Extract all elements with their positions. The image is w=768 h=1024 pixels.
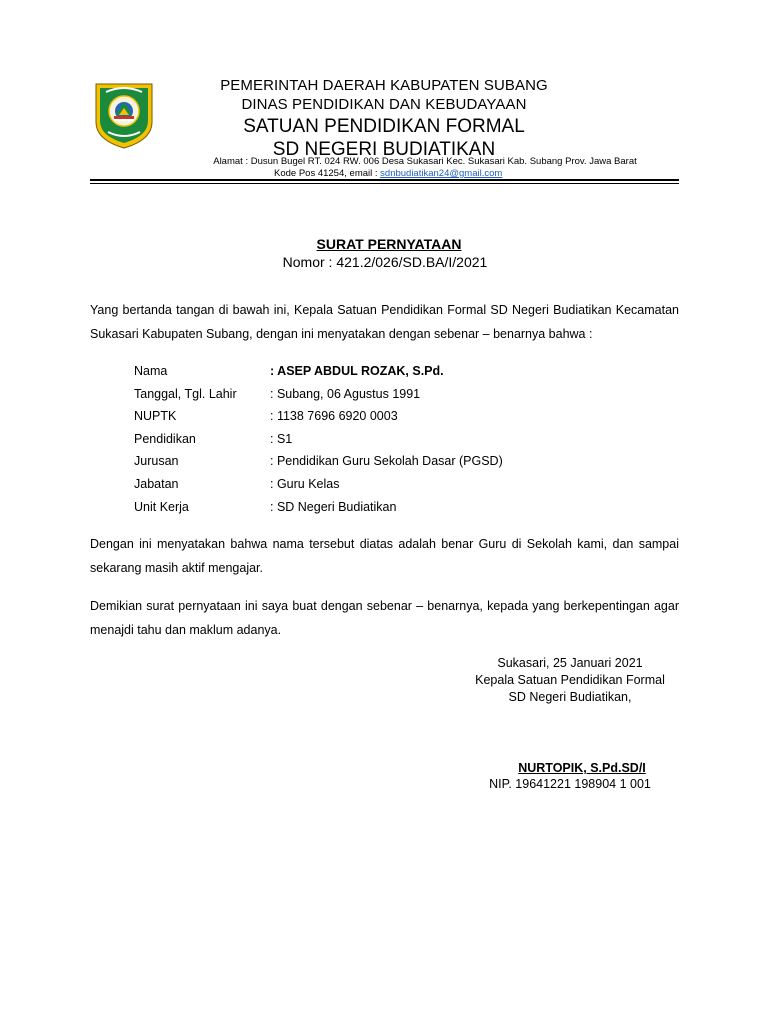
detail-label: Nama — [134, 364, 168, 378]
address-line: Alamat : Dusun Bugel RT. 024 RW. 006 Desa Sukasari Kec. Sukasari Kab. Subang Prov. Jawa Barat — [213, 156, 637, 167]
school-name: SD NEGERI BUDIATIKAN — [272, 139, 496, 160]
place-date: Sukasari, 25 Januari 2021 — [497, 656, 643, 670]
detail-label: NUPTK — [134, 409, 177, 424]
regency-logo-icon — [92, 78, 156, 150]
unit-type: SATUAN PENDIDIKAN FORMAL — [243, 116, 525, 137]
detail-label: Tanggal, Tgl. Lahir — [134, 386, 237, 401]
detail-row — [134, 383, 503, 406]
signer-school: SD Negeri Budiatikan, — [508, 690, 632, 704]
signer-identity — [460, 760, 680, 792]
letterhead-divider-thin — [90, 183, 679, 184]
statement-paragraph: Dengan ini menyatakan bahwa nama tersebut diatas adalah benar Guru di Sekolah kami, dan sampai sekarang masih aktif mengajar. — [90, 537, 679, 575]
detail-value: : Pendidikan Guru Sekolah Dasar (PGSD) — [270, 454, 503, 469]
detail-label: Pendidikan — [134, 431, 196, 446]
signer-position: Kepala Satuan Pendidikan Formal — [475, 673, 665, 687]
postal-code: Kode Pos 41254, email : — [274, 168, 381, 179]
detail-value: : Guru Kelas — [270, 476, 340, 491]
detail-value: : 1138 7696 6920 0003 — [270, 409, 398, 424]
department-name: DINAS PENDIDIKAN DAN KEBUDAYAAN — [241, 96, 527, 113]
signer-nip: NIP. 19641221 198904 1 001 — [489, 777, 651, 791]
detail-row — [134, 428, 503, 451]
government-name: PEMERINTAH DAERAH KABUPATEN SUBANG — [220, 77, 548, 94]
detail-value: : ASEP ABDUL ROZAK, S.Pd. — [270, 364, 444, 378]
letterhead-divider-thick — [90, 179, 679, 181]
detail-row — [134, 360, 503, 383]
detail-value: : SD Negeri Budiatikan — [270, 499, 397, 514]
detail-row — [134, 473, 503, 496]
email-link[interactable]: sdnbudiatikan24@gmail.com — [380, 168, 503, 179]
intro-paragraph: Yang bertanda tangan di bawah ini, Kepala Satuan Pendidikan Formal SD Negeri Budiatikan Kecamatan Sukasari Kabupaten Subang, dengan ini menyatakan dengan sebenar – benarnya bahwa : — [90, 303, 679, 341]
detail-row — [134, 450, 503, 473]
letter-heading: SURAT PERNYATAAN — [316, 236, 462, 252]
detail-label: Jurusan — [134, 454, 179, 469]
teacher-details — [134, 360, 503, 518]
detail-row — [134, 405, 503, 428]
detail-value: : S1 — [270, 431, 293, 446]
detail-row — [134, 496, 503, 519]
school-address — [150, 156, 646, 180]
signer-name: NURTOPIK, S.Pd.SD/I — [518, 761, 646, 775]
detail-label: Unit Kerja — [134, 499, 189, 514]
letter-title — [0, 236, 768, 271]
letterhead — [150, 76, 618, 161]
detail-label: Jabatan — [134, 476, 179, 491]
detail-value: : Subang, 06 Agustus 1991 — [270, 386, 421, 401]
signature-block — [460, 655, 680, 706]
closing-paragraph: Demikian surat pernyataan ini saya buat dengan sebenar – benarnya, kepada yang berkepentingan agar menajdi tahu dan maklum adanya. — [90, 599, 679, 637]
letter-number: Nomor : 421.2/026/SD.BA/I/2021 — [282, 254, 488, 270]
